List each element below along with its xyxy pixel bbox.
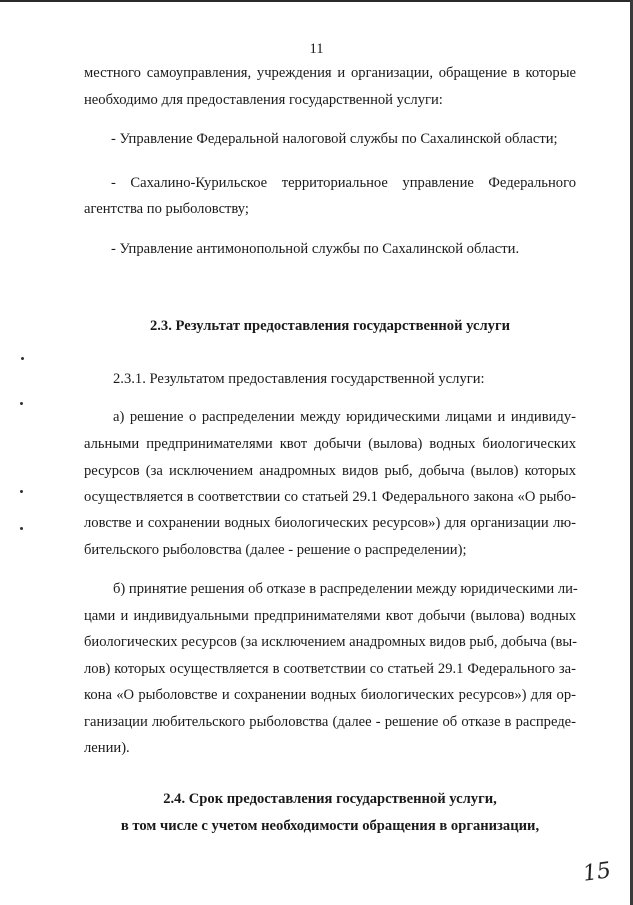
paragraph-line: лении). [84, 740, 130, 756]
page-number: 11 [309, 41, 324, 57]
paragraph-line: бительского рыболовства (далее - решение о распределении); [84, 542, 467, 558]
paragraph-line: необходимо для предоставления государственной услуги: [84, 92, 443, 108]
paragraph-line: осуществляется в соответствии со статьей 29.1 Федерального закона «О рыбо- [84, 489, 576, 505]
scan-speck [20, 490, 23, 493]
section-heading: 2.4. Срок предоставления государственной услуги, [163, 791, 497, 807]
paragraph-line: а) решение о распределении между юридическими лицами и индивиду- [113, 409, 576, 425]
paragraph-line: ганизации любительского рыболовства (далее - решение об отказе в распреде- [84, 714, 576, 730]
paragraph-line: биологических ресурсов (за исключением анадромных видов рыб, добыча (вы- [84, 634, 578, 650]
handwritten-page-mark: 15 [581, 858, 613, 887]
paragraph-line: кона «О рыболовстве и сохранении водных биологических ресурсов») для ор- [84, 687, 576, 703]
list-item: - Управление Федеральной налоговой службы по Сахалинской области; [111, 131, 558, 147]
section-heading: 2.3. Результат предоставления государственной услуги [149, 318, 511, 334]
section-heading: в том числе с учетом необходимости обращения в организации, [120, 818, 540, 834]
paragraph-line: местного самоуправления, учреждения и организации, обращение в которые [84, 65, 576, 81]
scan-speck [20, 527, 23, 530]
list-item: - Сахалино-Курильское территориальное управление Федерального [111, 175, 576, 191]
scan-speck [20, 402, 23, 405]
paragraph-line: ресурсов (за исключением анадромных видов рыб, добыча (вылов) которых [84, 463, 576, 479]
paragraph-line: цами и индивидуальными предпринимателями квот добычи (вылова) водных [84, 608, 576, 624]
paragraph-line: альными предпринимателями квот добычи (вылова) водных биологических [84, 436, 576, 452]
list-item-continuation: агентства по рыболовству; [84, 201, 249, 217]
paragraph-line: б) принятие решения об отказе в распределении между юридическими ли- [113, 581, 578, 597]
paragraph-line: 2.3.1. Результатом предоставления государственной услуги: [113, 371, 485, 387]
list-item: - Управление антимонопольной службы по Сахалинской области. [111, 241, 520, 257]
paragraph-line: лов) которых осуществляется в соответствии со статьей 29.1 Федерального за- [84, 661, 576, 677]
paragraph-line: ловстве и сохранении водных биологических ресурсов») для организации лю- [84, 515, 576, 531]
scan-edge-top [0, 0, 633, 2]
scan-speck [21, 357, 24, 360]
